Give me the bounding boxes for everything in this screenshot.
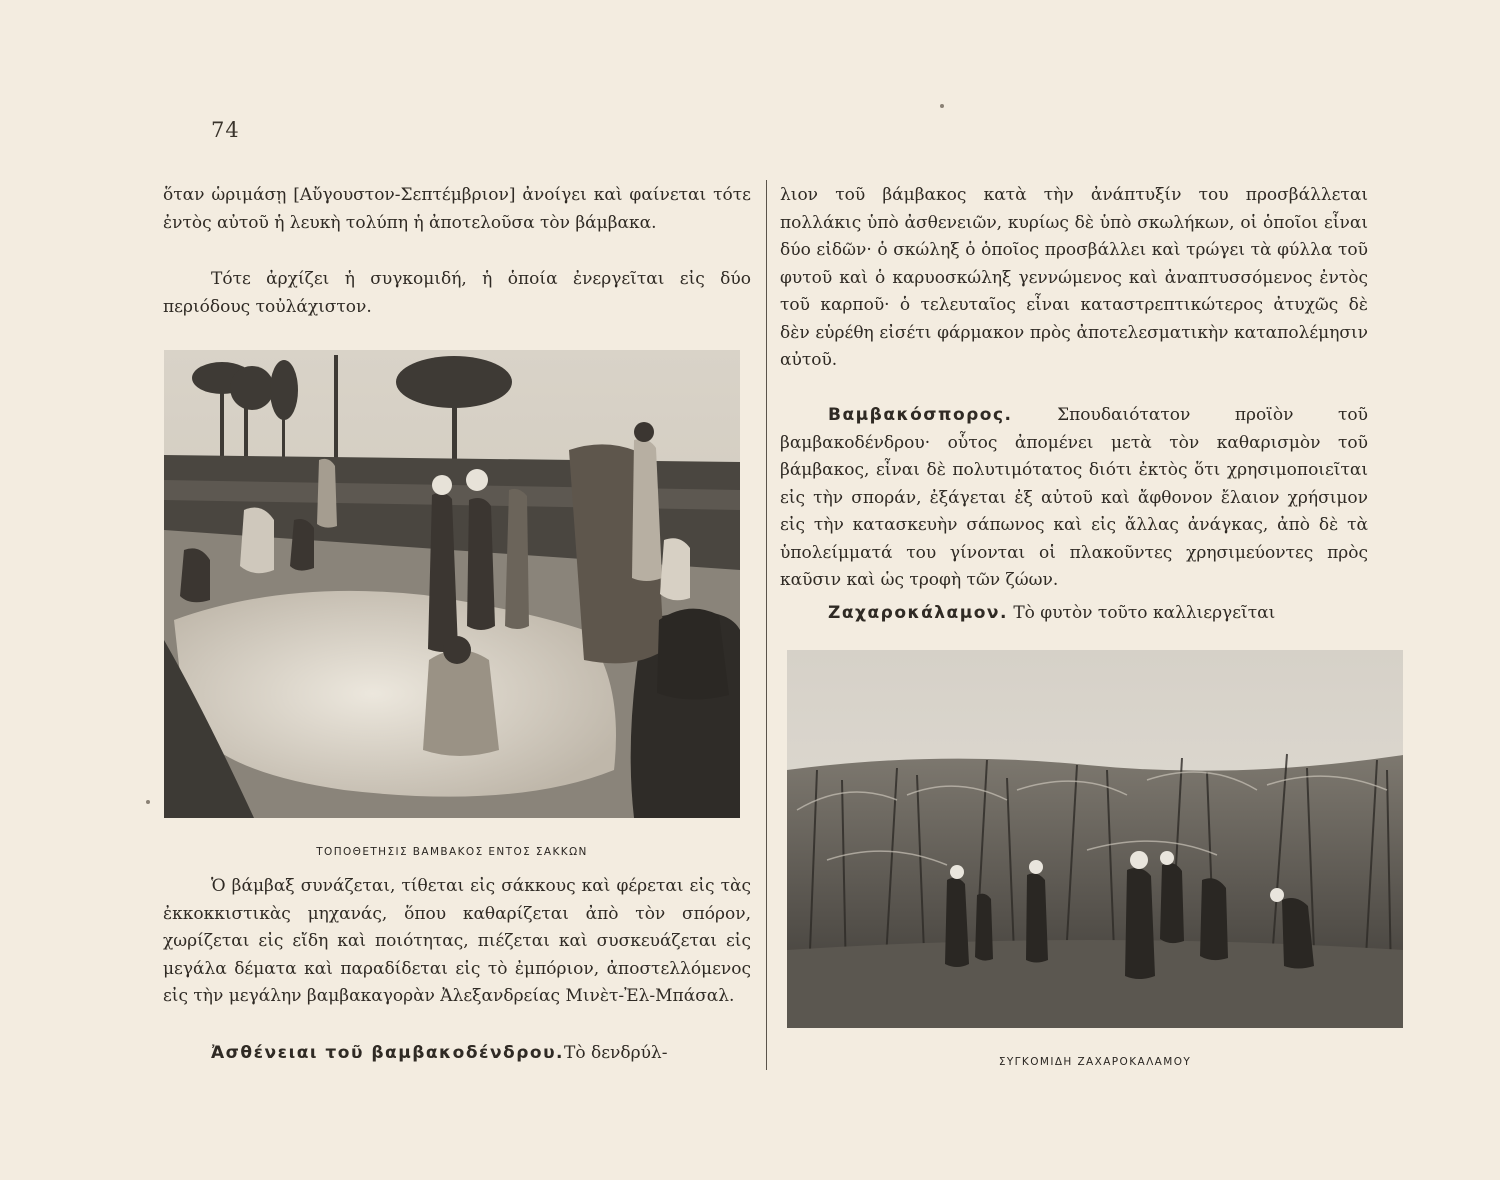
heading-sugarcane: Ζαχαροκάλαμον.	[828, 603, 1008, 623]
sugarcane-photo-caption: ΣΥΓΚΟΜΙΔΗ ΖΑΧΑΡΟΚΑΛΑΜΟΥ	[998, 1056, 1192, 1068]
sugarcane-harvest-photo	[787, 650, 1403, 1028]
right-paragraph-1: λιον τοῦ βάμβακος κατὰ τὴν ἀνάπτυξίν του προσβάλλεται πολλάκις ὑπὸ ἀσθενειῶν, κυρίως δὲ ὑπὸ σκωλήκων, οἱ ὁποῖοι εἶναι δύο εἰδῶν· ὁ σκώληξ ὁ ὁποῖος προσβάλλει καὶ τρώγει τὰ φύλλα τοῦ φυτοῦ καὶ ὁ καρυοσκώληξ γεννώμενος καὶ ἀναπτυσσόμενος ἐντὸς τοῦ καρποῦ· ὁ τελευταῖος εἶναι καταστρεπτικώτερος ἀτυχῶς δὲ δὲν εὑρέθη εἰσέτι φάρμακον πρὸς ἀποτελεσματικὴν καταπολέμησιν αὐτοῦ.	[780, 185, 1368, 370]
cotton-sacking-photo	[164, 350, 740, 818]
right-paragraph-3	[780, 600, 1368, 628]
left-paragraph-4-start	[163, 1040, 751, 1068]
right-paragraph-3-text: Τὸ φυτὸν τοῦτο καλλιεργεῖται	[1013, 603, 1276, 623]
heading-cottonseed: Βαμβακόσπορος.	[828, 405, 1013, 425]
column-divider	[766, 180, 767, 1070]
page-number: 74	[211, 118, 240, 142]
margin-dot-top	[940, 104, 944, 108]
left-paragraph-3: Ὁ βάμβαξ συνάζεται, τίθεται εἰς σάκκους καὶ φέρεται εἰς τὰς ἐκκοκκιστικὰς μηχανάς, ὅπου καθαρίζεται ἀπὸ τὸν σπόρον, χωρίζεται εἰς εἴδη καὶ ποιότητας, πιέζεται καὶ συσκευάζεται εἰς μεγάλα δέματα καὶ παραδίδεται εἰς τὸ ἐμπόριον, ἀποστελλόμενος εἰς τὴν μεγάλην βαμβακαγορὰν Ἀλεξανδρείας Μινὲτ-Ἐλ-Μπάσαλ.	[163, 876, 751, 1006]
left-paragraph-2: Τότε ἀρχίζει ἡ συγκομιδή, ἡ ὁποία ἐνεργεῖται εἰς δύο περιόδους τοὐλάχιστον.	[163, 269, 751, 317]
margin-dot-left	[146, 800, 150, 804]
left-paragraph-4-text: Τὸ δενδρύλ-	[564, 1043, 668, 1063]
heading-cotton-diseases: Ἀσθένειαι τοῦ βαμβακοδένδρου.	[211, 1043, 565, 1063]
right-paragraph-2-text: Σπουδαιότατον προϊὸν τοῦ βαμβακοδένδρου· οὗτος ἀπομένει μετὰ τὸν καθαρισμὸν τοῦ βάμβακος, εἶναι δὲ πολυτιμότατος διότι ἐκτὸς ὅτι χρησιμοποιεῖται εἰς τὴν σποράν, ἐξάγεται ἐξ αὐτοῦ καὶ ἄφθονον ἔλαιον χρήσιμον εἰς τὴν κατασκευὴν σάπωνος καὶ εἰς ἄλλας ἀνάγκας, ἀπὸ δὲ τὰ ὑπολείμματά του γίνονται οἱ πλακοῦντες χρησιμεύοντες πρὸς καῦσιν καὶ ὡς τροφὴ τῶν ζώων.	[780, 405, 1368, 590]
right-paragraph-2	[780, 402, 1368, 595]
cotton-photo-caption: ΤΟΠΟΘΕΤΗΣΙΣ ΒΑΜΒΑΚΟΣ ΕΝΤΟΣ ΣΑΚΚΩΝ	[316, 846, 588, 858]
left-paragraph-1: ὅταν ὡριμάσῃ [Αὔγουστον-Σεπτέμβριον] ἀνοίγει καὶ φαίνεται τότε ἐντὸς αὐτοῦ ἡ λευκὴ τολύπη ἡ ἀποτελοῦσα τὸν βάμβακα.	[163, 185, 751, 233]
